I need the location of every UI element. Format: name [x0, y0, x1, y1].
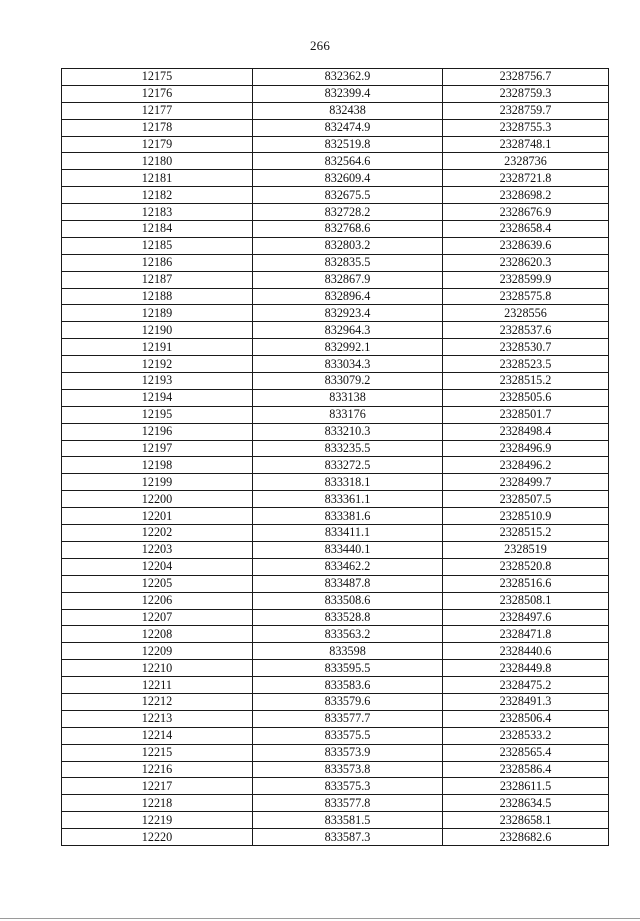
x-coordinate-cell: 833577.7: [253, 710, 443, 727]
point-number-cell: 12187: [62, 271, 253, 288]
point-number-cell: 12188: [62, 288, 253, 305]
y-coordinate-cell: 2328449.8: [443, 660, 609, 677]
table-body: [62, 69, 609, 846]
point-number-cell: 12220: [62, 829, 253, 846]
table-row: [62, 643, 609, 660]
y-coordinate-cell: 2328682.6: [443, 829, 609, 846]
table-row: [62, 322, 609, 339]
page-bottom-rule: [0, 918, 640, 919]
x-coordinate-cell: 833528.8: [253, 609, 443, 626]
table-row: [62, 389, 609, 406]
table-row: [62, 474, 609, 491]
point-number-cell: 12203: [62, 541, 253, 558]
point-number-cell: 12207: [62, 609, 253, 626]
point-number-cell: 12204: [62, 558, 253, 575]
table-row: [62, 727, 609, 744]
table-row: [62, 761, 609, 778]
x-coordinate-cell: 833575.3: [253, 778, 443, 795]
point-number-cell: 12185: [62, 237, 253, 254]
y-coordinate-cell: 2328586.4: [443, 761, 609, 778]
table-row: [62, 660, 609, 677]
table-row: [62, 237, 609, 254]
point-number-cell: 12179: [62, 136, 253, 153]
point-number-cell: 12190: [62, 322, 253, 339]
table-row: [62, 85, 609, 102]
y-coordinate-cell: 2328520.8: [443, 558, 609, 575]
table-row: [62, 271, 609, 288]
y-coordinate-cell: 2328496.2: [443, 457, 609, 474]
y-coordinate-cell: 2328471.8: [443, 626, 609, 643]
point-number-cell: 12186: [62, 254, 253, 271]
x-coordinate-cell: 833579.6: [253, 693, 443, 710]
coordinates-table: [61, 68, 609, 846]
table-row: [62, 339, 609, 356]
point-number-cell: 12205: [62, 575, 253, 592]
y-coordinate-cell: 2328533.2: [443, 727, 609, 744]
x-coordinate-cell: 832564.6: [253, 153, 443, 170]
y-coordinate-cell: 2328658.1: [443, 812, 609, 829]
table-row: [62, 305, 609, 322]
x-coordinate-cell: 833138: [253, 389, 443, 406]
y-coordinate-cell: 2328523.5: [443, 356, 609, 373]
table-row: [62, 204, 609, 221]
table-row: [62, 626, 609, 643]
x-coordinate-cell: 833575.5: [253, 727, 443, 744]
point-number-cell: 12215: [62, 744, 253, 761]
x-coordinate-cell: 832964.3: [253, 322, 443, 339]
point-number-cell: 12197: [62, 440, 253, 457]
x-coordinate-cell: 833318.1: [253, 474, 443, 491]
table-row: [62, 744, 609, 761]
table-row: [62, 710, 609, 727]
y-coordinate-cell: 2328634.5: [443, 795, 609, 812]
table-row: [62, 254, 609, 271]
y-coordinate-cell: 2328507.5: [443, 491, 609, 508]
x-coordinate-cell: 832923.4: [253, 305, 443, 322]
point-number-cell: 12202: [62, 525, 253, 542]
point-number-cell: 12178: [62, 119, 253, 136]
point-number-cell: 12216: [62, 761, 253, 778]
x-coordinate-cell: 833577.8: [253, 795, 443, 812]
y-coordinate-cell: 2328721.8: [443, 170, 609, 187]
table-row: [62, 119, 609, 136]
table-row: [62, 356, 609, 373]
point-number-cell: 12180: [62, 153, 253, 170]
x-coordinate-cell: 833563.2: [253, 626, 443, 643]
y-coordinate-cell: 2328575.8: [443, 288, 609, 305]
x-coordinate-cell: 832768.6: [253, 221, 443, 238]
point-number-cell: 12218: [62, 795, 253, 812]
x-coordinate-cell: 833595.5: [253, 660, 443, 677]
point-number-cell: 12176: [62, 85, 253, 102]
y-coordinate-cell: 2328475.2: [443, 677, 609, 694]
y-coordinate-cell: 2328491.3: [443, 693, 609, 710]
x-coordinate-cell: 833176: [253, 406, 443, 423]
table-row: [62, 170, 609, 187]
y-coordinate-cell: 2328519: [443, 541, 609, 558]
table-row: [62, 69, 609, 86]
point-number-cell: 12189: [62, 305, 253, 322]
point-number-cell: 12211: [62, 677, 253, 694]
y-coordinate-cell: 2328530.7: [443, 339, 609, 356]
point-number-cell: 12177: [62, 102, 253, 119]
y-coordinate-cell: 2328698.2: [443, 187, 609, 204]
point-number-cell: 12209: [62, 643, 253, 660]
point-number-cell: 12181: [62, 170, 253, 187]
x-coordinate-cell: 832519.8: [253, 136, 443, 153]
x-coordinate-cell: 833583.6: [253, 677, 443, 694]
table-row: [62, 406, 609, 423]
point-number-cell: 12191: [62, 339, 253, 356]
x-coordinate-cell: 833587.3: [253, 829, 443, 846]
table-row: [62, 221, 609, 238]
y-coordinate-cell: 2328510.9: [443, 508, 609, 525]
table-row: [62, 423, 609, 440]
point-number-cell: 12199: [62, 474, 253, 491]
y-coordinate-cell: 2328611.5: [443, 778, 609, 795]
x-coordinate-cell: 833440.1: [253, 541, 443, 558]
x-coordinate-cell: 833381.6: [253, 508, 443, 525]
point-number-cell: 12212: [62, 693, 253, 710]
y-coordinate-cell: 2328496.9: [443, 440, 609, 457]
x-coordinate-cell: 833462.2: [253, 558, 443, 575]
point-number-cell: 12175: [62, 69, 253, 86]
table-row: [62, 575, 609, 592]
table-row: [62, 440, 609, 457]
x-coordinate-cell: 832992.1: [253, 339, 443, 356]
x-coordinate-cell: 833272.5: [253, 457, 443, 474]
table-row: [62, 153, 609, 170]
point-number-cell: 12201: [62, 508, 253, 525]
x-coordinate-cell: 832609.4: [253, 170, 443, 187]
y-coordinate-cell: 2328759.7: [443, 102, 609, 119]
x-coordinate-cell: 833235.5: [253, 440, 443, 457]
table-row: [62, 677, 609, 694]
y-coordinate-cell: 2328748.1: [443, 136, 609, 153]
table-row: [62, 373, 609, 390]
y-coordinate-cell: 2328499.7: [443, 474, 609, 491]
y-coordinate-cell: 2328515.2: [443, 525, 609, 542]
point-number-cell: 12208: [62, 626, 253, 643]
y-coordinate-cell: 2328508.1: [443, 592, 609, 609]
point-number-cell: 12217: [62, 778, 253, 795]
point-number-cell: 12182: [62, 187, 253, 204]
table-row: [62, 795, 609, 812]
y-coordinate-cell: 2328505.6: [443, 389, 609, 406]
point-number-cell: 12219: [62, 812, 253, 829]
y-coordinate-cell: 2328620.3: [443, 254, 609, 271]
point-number-cell: 12213: [62, 710, 253, 727]
point-number-cell: 12210: [62, 660, 253, 677]
table-row: [62, 102, 609, 119]
point-number-cell: 12206: [62, 592, 253, 609]
x-coordinate-cell: 832728.2: [253, 204, 443, 221]
x-coordinate-cell: 832675.5: [253, 187, 443, 204]
table-row: [62, 136, 609, 153]
point-number-cell: 12200: [62, 491, 253, 508]
table-row: [62, 609, 609, 626]
x-coordinate-cell: 832867.9: [253, 271, 443, 288]
point-number-cell: 12198: [62, 457, 253, 474]
y-coordinate-cell: 2328515.2: [443, 373, 609, 390]
table-row: [62, 778, 609, 795]
y-coordinate-cell: 2328599.9: [443, 271, 609, 288]
x-coordinate-cell: 833573.8: [253, 761, 443, 778]
y-coordinate-cell: 2328501.7: [443, 406, 609, 423]
point-number-cell: 12195: [62, 406, 253, 423]
point-number-cell: 12184: [62, 221, 253, 238]
point-number-cell: 12194: [62, 389, 253, 406]
table-row: [62, 558, 609, 575]
x-coordinate-cell: 832896.4: [253, 288, 443, 305]
x-coordinate-cell: 833210.3: [253, 423, 443, 440]
x-coordinate-cell: 833079.2: [253, 373, 443, 390]
x-coordinate-cell: 832438: [253, 102, 443, 119]
table-row: [62, 457, 609, 474]
x-coordinate-cell: 833361.1: [253, 491, 443, 508]
y-coordinate-cell: 2328516.6: [443, 575, 609, 592]
table-row: [62, 693, 609, 710]
page-number: 266: [309, 38, 331, 53]
table-row: [62, 508, 609, 525]
y-coordinate-cell: 2328440.6: [443, 643, 609, 660]
table-row: [62, 812, 609, 829]
y-coordinate-cell: 2328537.6: [443, 322, 609, 339]
x-coordinate-cell: 832835.5: [253, 254, 443, 271]
table-row: [62, 829, 609, 846]
y-coordinate-cell: 2328556: [443, 305, 609, 322]
table-row: [62, 592, 609, 609]
x-coordinate-cell: 833581.5: [253, 812, 443, 829]
y-coordinate-cell: 2328639.6: [443, 237, 609, 254]
x-coordinate-cell: 832362.9: [253, 69, 443, 86]
x-coordinate-cell: 832474.9: [253, 119, 443, 136]
x-coordinate-cell: 833487.8: [253, 575, 443, 592]
x-coordinate-cell: 833508.6: [253, 592, 443, 609]
table-row: [62, 491, 609, 508]
y-coordinate-cell: 2328676.9: [443, 204, 609, 221]
y-coordinate-cell: 2328565.4: [443, 744, 609, 761]
point-number-cell: 12193: [62, 373, 253, 390]
y-coordinate-cell: 2328658.4: [443, 221, 609, 238]
point-number-cell: 12196: [62, 423, 253, 440]
x-coordinate-cell: 832803.2: [253, 237, 443, 254]
x-coordinate-cell: 833034.3: [253, 356, 443, 373]
y-coordinate-cell: 2328756.7: [443, 69, 609, 86]
y-coordinate-cell: 2328498.4: [443, 423, 609, 440]
table-row: [62, 187, 609, 204]
table-row: [62, 541, 609, 558]
table-row: [62, 525, 609, 542]
y-coordinate-cell: 2328506.4: [443, 710, 609, 727]
table-row: [62, 288, 609, 305]
x-coordinate-cell: 833411.1: [253, 525, 443, 542]
x-coordinate-cell: 832399.4: [253, 85, 443, 102]
x-coordinate-cell: 833573.9: [253, 744, 443, 761]
point-number-cell: 12192: [62, 356, 253, 373]
y-coordinate-cell: 2328497.6: [443, 609, 609, 626]
x-coordinate-cell: 833598: [253, 643, 443, 660]
y-coordinate-cell: 2328755.3: [443, 119, 609, 136]
y-coordinate-cell: 2328759.3: [443, 85, 609, 102]
point-number-cell: 12214: [62, 727, 253, 744]
y-coordinate-cell: 2328736: [443, 153, 609, 170]
point-number-cell: 12183: [62, 204, 253, 221]
